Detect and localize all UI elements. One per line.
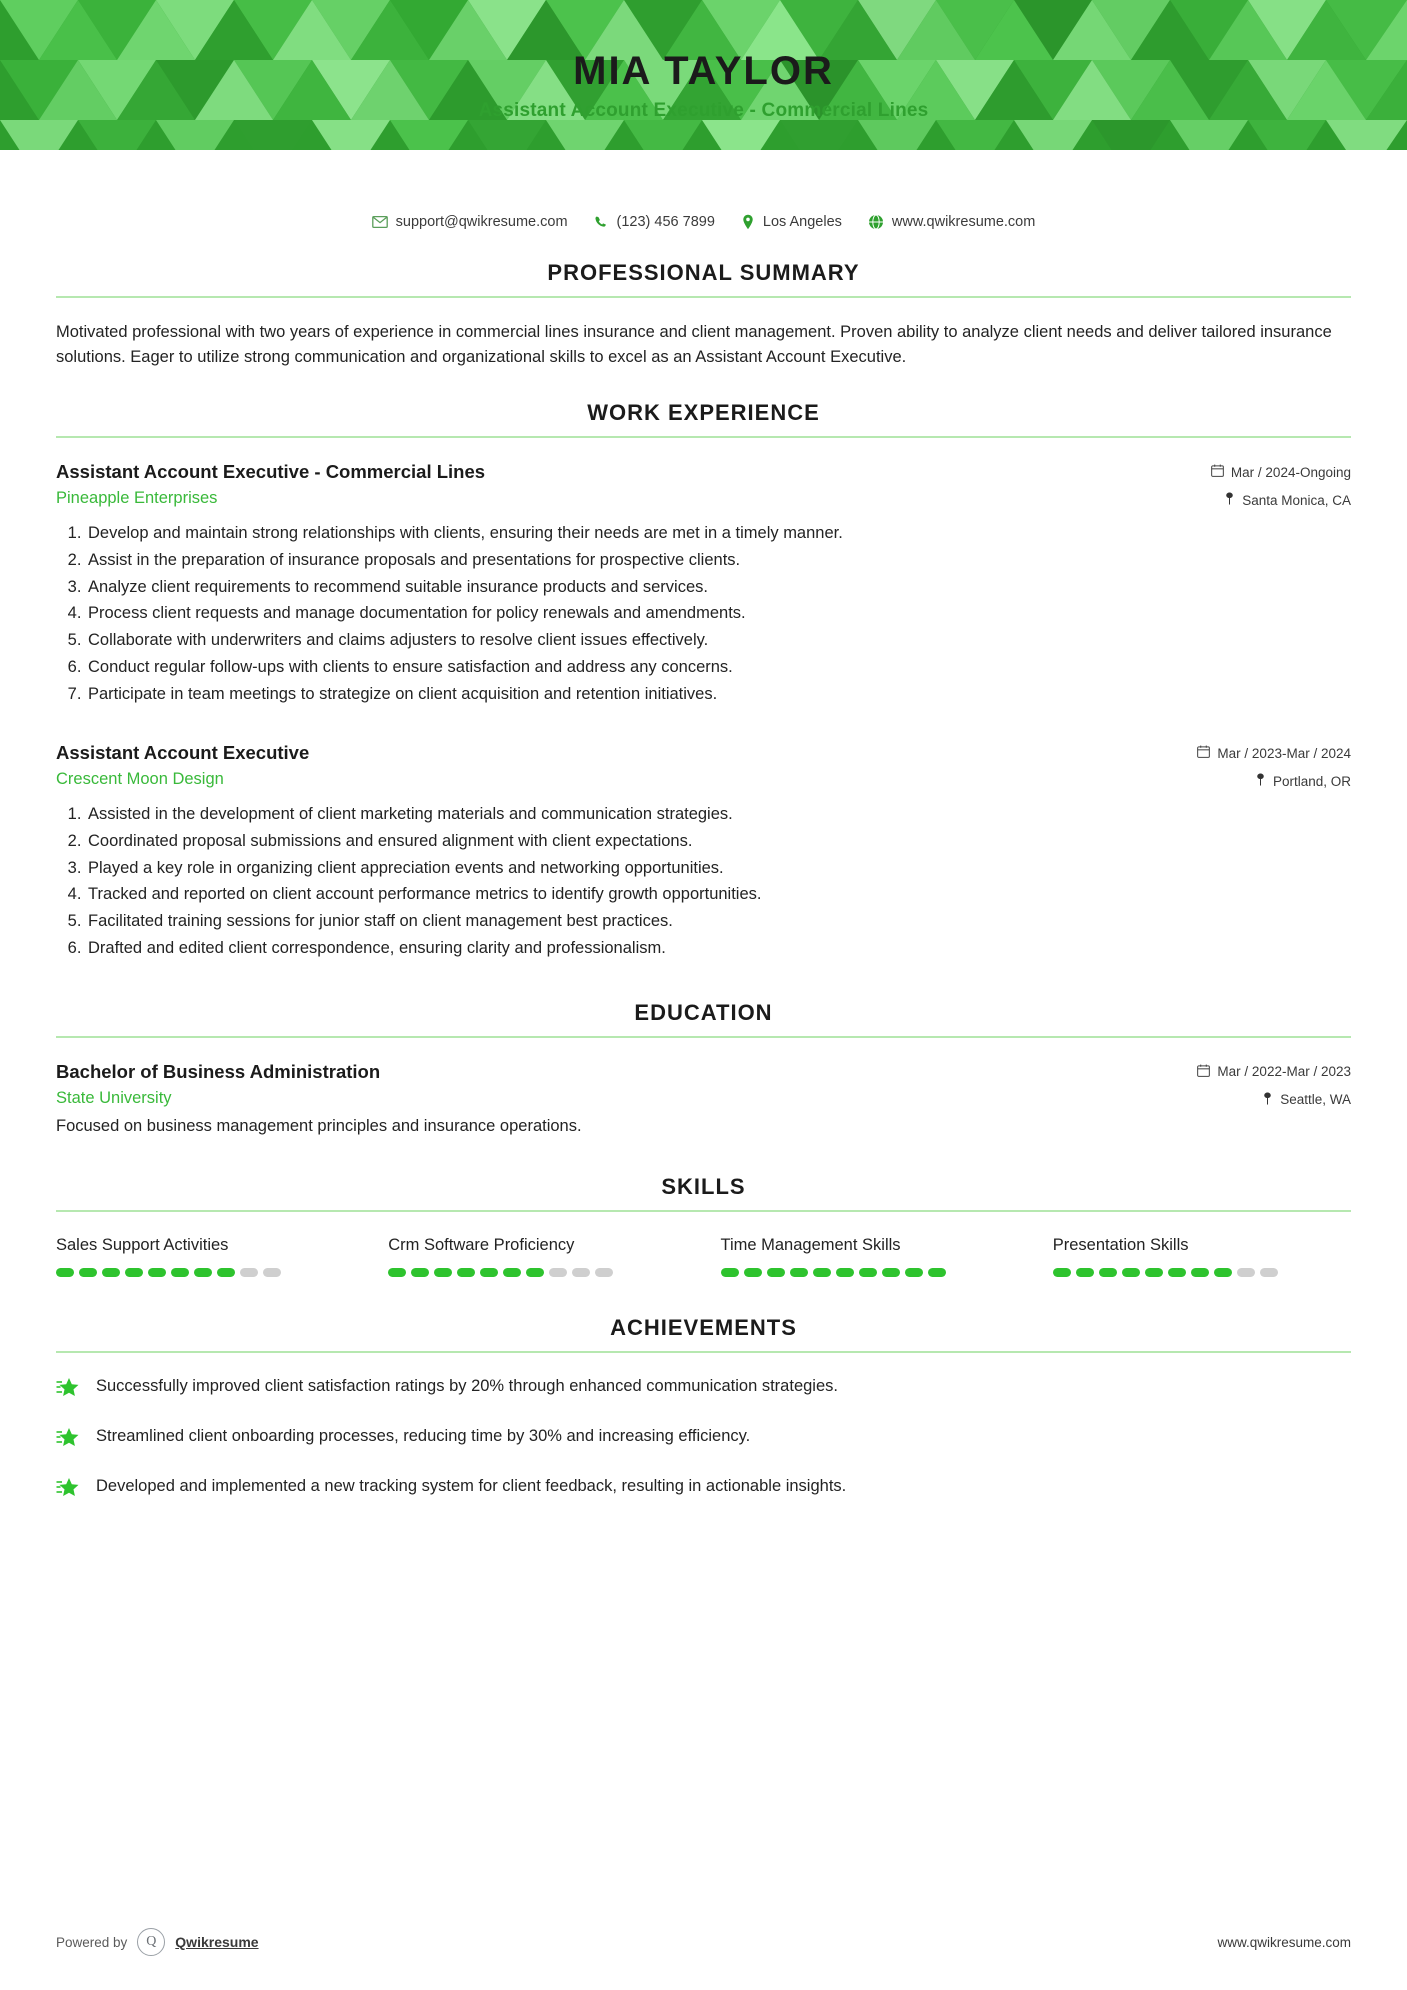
skill-dot	[263, 1268, 281, 1277]
education-degree: Bachelor of Business Administration	[56, 1060, 381, 1082]
star-badge-icon	[56, 1376, 82, 1405]
achievement-item	[56, 1475, 1351, 1505]
education-dates	[1136, 1064, 1351, 1080]
skill-name: Crm Software Proficiency	[388, 1235, 575, 1254]
achievement-text: Developed and implemented a new tracking system for client feedback, resulting in actionable insights.	[96, 1476, 847, 1495]
work-dates-text: Mar / 2023-Mar / 2024	[1217, 745, 1351, 761]
calendar-icon	[1211, 464, 1224, 480]
skill-dot	[240, 1268, 258, 1277]
skill-dot	[434, 1268, 452, 1277]
section-title-education: EDUCATION	[634, 999, 773, 1025]
work-bullet: 1. Develop and maintain strong relationships with clients, ensuring their needs are met in a timely manner.	[86, 520, 1351, 547]
section-skills	[56, 1174, 1351, 1277]
work-location-text: Portland, OR	[1272, 773, 1351, 789]
skill-dot	[813, 1268, 831, 1277]
skill-dot	[1237, 1268, 1255, 1277]
skill-dot	[194, 1268, 212, 1277]
contact-row	[0, 214, 1407, 230]
skill-dot	[572, 1268, 590, 1277]
skill-dot	[859, 1268, 877, 1277]
work-role: Assistant Account Executive - Commercial Lines	[56, 461, 486, 483]
contact-website[interactable]	[868, 214, 1035, 230]
calendar-icon	[1197, 1064, 1210, 1080]
skill-dot	[882, 1268, 900, 1277]
education-location	[1136, 1092, 1351, 1108]
section-title-achievements: ACHIEVEMENTS	[610, 1314, 797, 1340]
footer-branding	[56, 1928, 259, 1956]
skill-dot	[526, 1268, 544, 1277]
footer-brand-link[interactable]: Qwikresume	[175, 1934, 259, 1950]
skill-dot	[171, 1268, 189, 1277]
location-marker-icon	[1224, 492, 1235, 508]
work-location-text: Santa Monica, CA	[1242, 492, 1351, 508]
education-dates-text: Mar / 2022-Mar / 2023	[1217, 1064, 1351, 1080]
footer-powered-by-label: Powered by	[56, 1934, 128, 1950]
contact-website-text: www.qwikresume.com	[891, 214, 1036, 230]
work-bullet: 3. Played a key role in organizing client appreciation events and networking opportunities.	[86, 855, 1351, 882]
section-divider	[56, 296, 1351, 298]
work-dates-text: Mar / 2024-Ongoing	[1230, 464, 1351, 480]
achievement-item	[56, 1375, 1351, 1405]
work-bullet: 4. Tracked and reported on client account performance metrics to identify growth opportunities.	[86, 881, 1351, 908]
skill-rating	[56, 1268, 354, 1277]
work-organization: Pineapple Enterprises	[56, 489, 218, 508]
section-title-skills: SKILLS	[661, 1173, 746, 1199]
resume-content	[0, 260, 1407, 1505]
header-text-block	[0, 48, 1407, 122]
header-fade	[0, 154, 1407, 200]
section-title-summary: PROFESSIONAL SUMMARY	[547, 260, 860, 285]
education-description: Focused on business management principles and insurance operations.	[56, 1116, 582, 1135]
skill-dot	[744, 1268, 762, 1277]
skill-dot	[148, 1268, 166, 1277]
work-bullets	[56, 520, 1351, 707]
achievement-text: Streamlined client onboarding processes, reducing time by 30% and increasing efficiency.	[96, 1426, 751, 1445]
achievement-item	[56, 1425, 1351, 1455]
contact-phone[interactable]	[594, 214, 715, 230]
section-professional-summary	[56, 260, 1351, 370]
skill-dot	[388, 1268, 406, 1277]
contact-location-text: Los Angeles	[762, 214, 842, 230]
work-entry	[56, 741, 1351, 961]
skill-dot	[905, 1268, 923, 1277]
work-location	[1136, 492, 1351, 508]
work-bullet: 2. Coordinated proposal submissions and ensured alignment with client expectations.	[86, 828, 1351, 855]
location-marker-icon	[1262, 1092, 1273, 1108]
skill-dot	[549, 1268, 567, 1277]
skill-dot	[928, 1268, 946, 1277]
qwikresume-logo-icon: Q	[137, 1928, 165, 1956]
skill-rating	[721, 1268, 1019, 1277]
education-school: State University	[56, 1088, 172, 1107]
skill-dot	[56, 1268, 74, 1277]
skill-rating	[388, 1268, 686, 1277]
skill-dot	[1168, 1268, 1186, 1277]
skill-dot	[480, 1268, 498, 1277]
contact-phone-text: (123) 456 7899	[616, 214, 715, 230]
work-bullet: 3. Analyze client requirements to recommend suitable insurance products and services.	[86, 574, 1351, 601]
skill-dot	[125, 1268, 143, 1277]
skill-dot	[1099, 1268, 1117, 1277]
skill-name: Sales Support Activities	[56, 1235, 229, 1254]
skill-dot	[767, 1268, 785, 1277]
work-bullet: 5. Collaborate with underwriters and claims adjusters to resolve client issues effectively.	[86, 627, 1351, 654]
skill-dot	[790, 1268, 808, 1277]
work-bullet: 6. Drafted and edited client correspondence, ensuring clarity and professionalism.	[86, 935, 1351, 962]
section-education	[56, 1000, 1351, 1136]
education-entry	[56, 1060, 1351, 1136]
phone-icon	[594, 215, 609, 230]
section-achievements	[56, 1315, 1351, 1505]
resume-header	[0, 0, 1407, 200]
work-bullet: 6. Conduct regular follow-ups with clients to ensure satisfaction and address any concerns.	[86, 654, 1351, 681]
skill-item	[388, 1236, 686, 1277]
star-badge-icon	[56, 1426, 82, 1455]
skill-dot	[1191, 1268, 1209, 1277]
work-bullet: 7. Participate in team meetings to strategize on client acquisition and retention initiatives.	[86, 681, 1351, 708]
candidate-job-title: Assistant Account Executive - Commercial Lines	[478, 100, 929, 121]
skill-dot	[79, 1268, 97, 1277]
skill-dot	[1122, 1268, 1140, 1277]
globe-icon	[868, 214, 884, 230]
skill-dot	[217, 1268, 235, 1277]
page-footer	[56, 1928, 1351, 1956]
work-bullet: 1. Assisted in the development of client marketing materials and communication strategies.	[86, 801, 1351, 828]
skill-dot	[1053, 1268, 1071, 1277]
work-organization: Crescent Moon Design	[56, 770, 224, 789]
skill-dot	[721, 1268, 739, 1277]
skill-name: Time Management Skills	[720, 1235, 901, 1254]
education-location-text: Seattle, WA	[1280, 1092, 1351, 1108]
skill-dot	[411, 1268, 429, 1277]
skill-item	[56, 1236, 354, 1277]
skill-dot	[102, 1268, 120, 1277]
skill-item	[721, 1236, 1019, 1277]
section-title-work: WORK EXPERIENCE	[587, 400, 820, 426]
contact-email[interactable]	[372, 214, 568, 230]
location-pin-icon	[741, 214, 755, 230]
work-dates	[1136, 745, 1351, 761]
calendar-icon	[1197, 745, 1210, 761]
summary-text: Motivated professional with two years of experience in commercial lines insurance and client management. Proven ability to analyze client needs and deliver tailored insurance solutions. Eager to utilize strong communication and organizational skills to excel as an Assistant Account Executive.	[56, 323, 1332, 367]
section-divider	[56, 436, 1351, 438]
contact-email-text: support@qwikresume.com	[395, 214, 568, 230]
work-location	[1136, 773, 1351, 789]
candidate-name: MIA TAYLOR	[573, 49, 834, 93]
work-dates	[1136, 464, 1351, 480]
skill-dot	[1145, 1268, 1163, 1277]
work-bullet: 4. Process client requests and manage documentation for policy renewals and amendments.	[86, 600, 1351, 627]
section-work-experience	[56, 400, 1351, 961]
skills-grid	[56, 1236, 1351, 1277]
section-divider	[56, 1351, 1351, 1353]
achievements-list	[56, 1375, 1351, 1505]
work-bullet: 5. Facilitated training sessions for junior staff on client management best practices.	[86, 908, 1351, 935]
skill-dot	[595, 1268, 613, 1277]
work-entry	[56, 460, 1351, 707]
location-marker-icon	[1255, 773, 1266, 789]
achievement-text: Successfully improved client satisfaction ratings by 20% through enhanced communication strategies.	[96, 1376, 838, 1395]
skill-dot	[1214, 1268, 1232, 1277]
skill-dot	[503, 1268, 521, 1277]
skill-dot	[836, 1268, 854, 1277]
work-role: Assistant Account Executive	[56, 742, 310, 764]
footer-website[interactable]: www.qwikresume.com	[1217, 1934, 1351, 1950]
skill-name: Presentation Skills	[1052, 1235, 1189, 1254]
email-icon	[372, 214, 388, 230]
contact-location[interactable]	[741, 214, 842, 230]
star-badge-icon	[56, 1476, 82, 1505]
work-bullets	[56, 801, 1351, 961]
work-bullet: 2. Assist in the preparation of insurance proposals and presentations for prospective clients.	[86, 547, 1351, 574]
section-divider	[56, 1210, 1351, 1212]
skill-dot	[1076, 1268, 1094, 1277]
section-divider	[56, 1036, 1351, 1038]
skill-dot	[457, 1268, 475, 1277]
skill-rating	[1053, 1268, 1351, 1277]
skill-item	[1053, 1236, 1351, 1277]
skill-dot	[1260, 1268, 1278, 1277]
